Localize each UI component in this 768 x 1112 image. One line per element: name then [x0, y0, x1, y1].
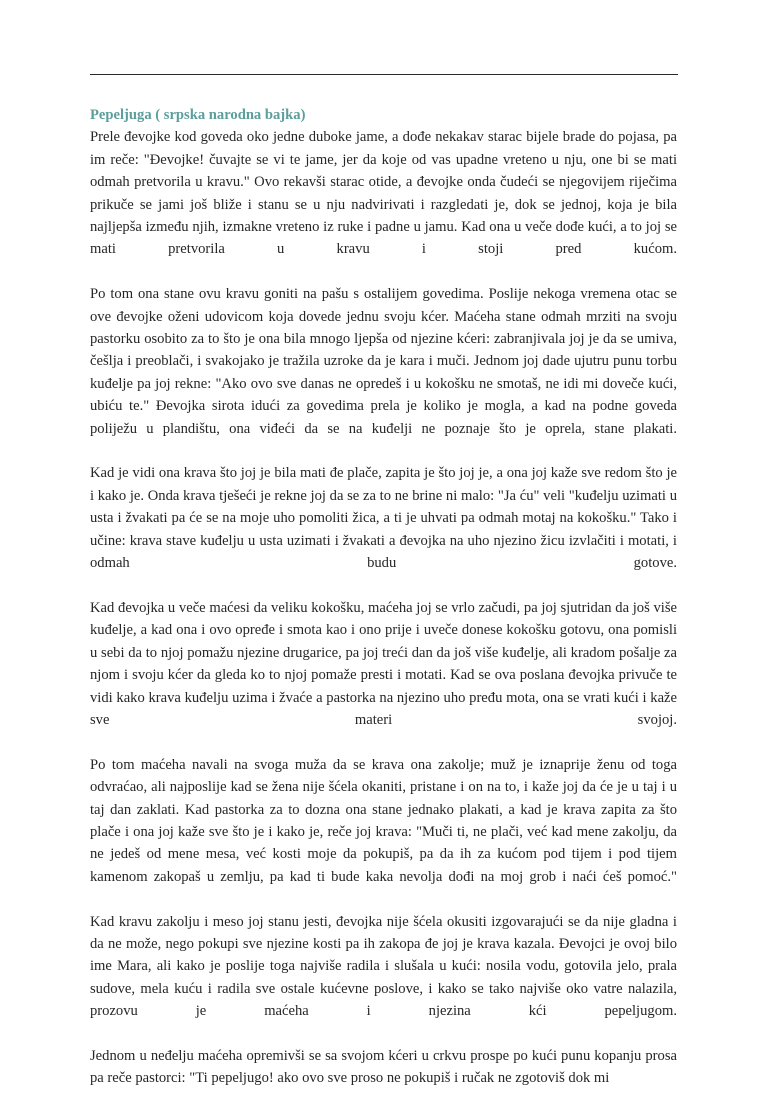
document-body — [90, 104, 677, 1112]
document-title: Pepeljuga ( srpska narodna bajka) — [90, 107, 306, 123]
paragraph: Jednom u neđelju maćeha opremivši se sa svojom kćeri u crkvu prospe po kući punu kopanju prosa pa reče pastorci: "Ti pepeljugo! ako ovo sve proso ne pokupiš i ručak ne zgotoviš dok mi — [90, 1047, 677, 1087]
paragraph: Po tom maćeha navali na svoga muža da se krava ona zakolje; muž je iznaprije ženu od toga odvraćao, ali najposlije kad se žena nije šćela okaniti, pristane i on na to, i kaže joj da će je u taj i u taj dan zaklati. Kad pastorka za to dozna ona stane jednako plakati, a kad je krava zapita za što plače i ona joj kaže sve što je i kako je, reče joj krava: "Muči ti, ne plači, već kad mene zakolju, da ne jedeš od mene mesa, već kosti moje da pokupiš, pa da ih za kućom pod tijem i pod tijem kamenom zakopaš u zemlju, pa kad ti bude kaka nevolja dođi na moj grob i naći ćeš pomoć." — [90, 756, 677, 885]
paragraph: Prele đevojke kod goveda oko jedne duboke jame, a dođe nekakav starac bijele brade do pojasa, pa im reče: "Đevojke! čuvajte se vi te jame, jer da koje od vas upadne vreteno u nju, one bi se mati odmah pretvorila u kravu." Ovo rekavši starac otide, a đevojke onda čudeći se njegovijem riječima prikuče se jami još bliže i stanu se u nju nadvirivati i razgledati je, dok se jednoj, koja je bila najljepša između njih, izmakne vreteno iz ruke i padne u jamu. Kad ona u veče dođe kući, a to joj se mati pretvorila u kravu i stoji pred kućom. — [90, 129, 677, 258]
paragraph: Kad đevojka u veče maćesi da veliku kokošku, maćeha joj se vrlo začudi, pa joj sjutridan da još više kuđelje, a kad ona i ovo opređe i smota kao i ono prije i uveče donese kokošku gotovu, ona pomisli u sebi da to njoj pomažu njezine drugarice, pa joj treći dan da još više kuđelje, ali kradom pošalje za njom i svoju kćer da gleda ko to njoj pomaže presti i motati. Kad se ova poslana đevojka privuče te vidi kako krava kuđelju uzima i žvaće a pastorka na njezino uho pređu mota, ona se vrati kući i kaže sve materi svojoj. — [90, 599, 677, 728]
header-rule — [90, 74, 678, 75]
paragraph: Po tom ona stane ovu kravu goniti na pašu s ostalijem govedima. Poslije nekoga vremena otac se ove đevojke oženi udovicom koja dovede jednu svoju kćer. Maćeha stane odmah mrziti na svoju pastorku osobito za to što je ona bila mnogo ljepša od njezine kćeri: zabranjivala joj je da se umiva, češlja i preoblači, i svakojako je tražila uzroke da je kara i muči. Jednom joj dade ujutru punu torbu kuđelje pa joj rekne: "Ako ovo sve danas ne opredeš i u kokošku ne smotaš, ne idi mi doveče kući, ubiću te." Đevojka sirota idući za govedima prela je koliko je mogla, a kad na podne goveda poliježu u plandištu, ona viđeći da se na kuđelji ne poznaje što je oprela, stane plakati. — [90, 286, 677, 437]
paragraph: Kad je vidi ona krava što joj je bila mati đe plače, zapita je što joj je, a ona joj kaže sve redom što je i kako je. Onda krava tješeći je rekne joj da se za to ne brine ni malo: "Ja ću" veli "kuđelju uzimati u usta i žvakati pa će se na moje uho pomoliti žica, a ti je uhvati pa odmah motaj na kokošku." Tako i učine: krava stave kuđelju u usta uzimati i žvakati a đevojka na uho njezino žicu izvlačiti i motati, i odmah budu gotove. — [90, 465, 677, 572]
paragraph: Kad kravu zakolju i meso joj stanu jesti, đevojka nije šćela okusiti izgovarajući se da nije gladna i da ne može, nego pokupi sve njezine kosti pa ih zakopa đe joj je krava kazala. Đevojci je ovoj bilo ime Mara, ali kako je poslije toga najviše radila i slušala u kući: nosila vodu, gotovila jelo, prala sudove, mela kuću i radila sve ostale kućevne poslove, i kako se tako najviše oko vatre nalazila, prozovu je maćeha i njezina kći pepeljugom. — [90, 913, 677, 1020]
